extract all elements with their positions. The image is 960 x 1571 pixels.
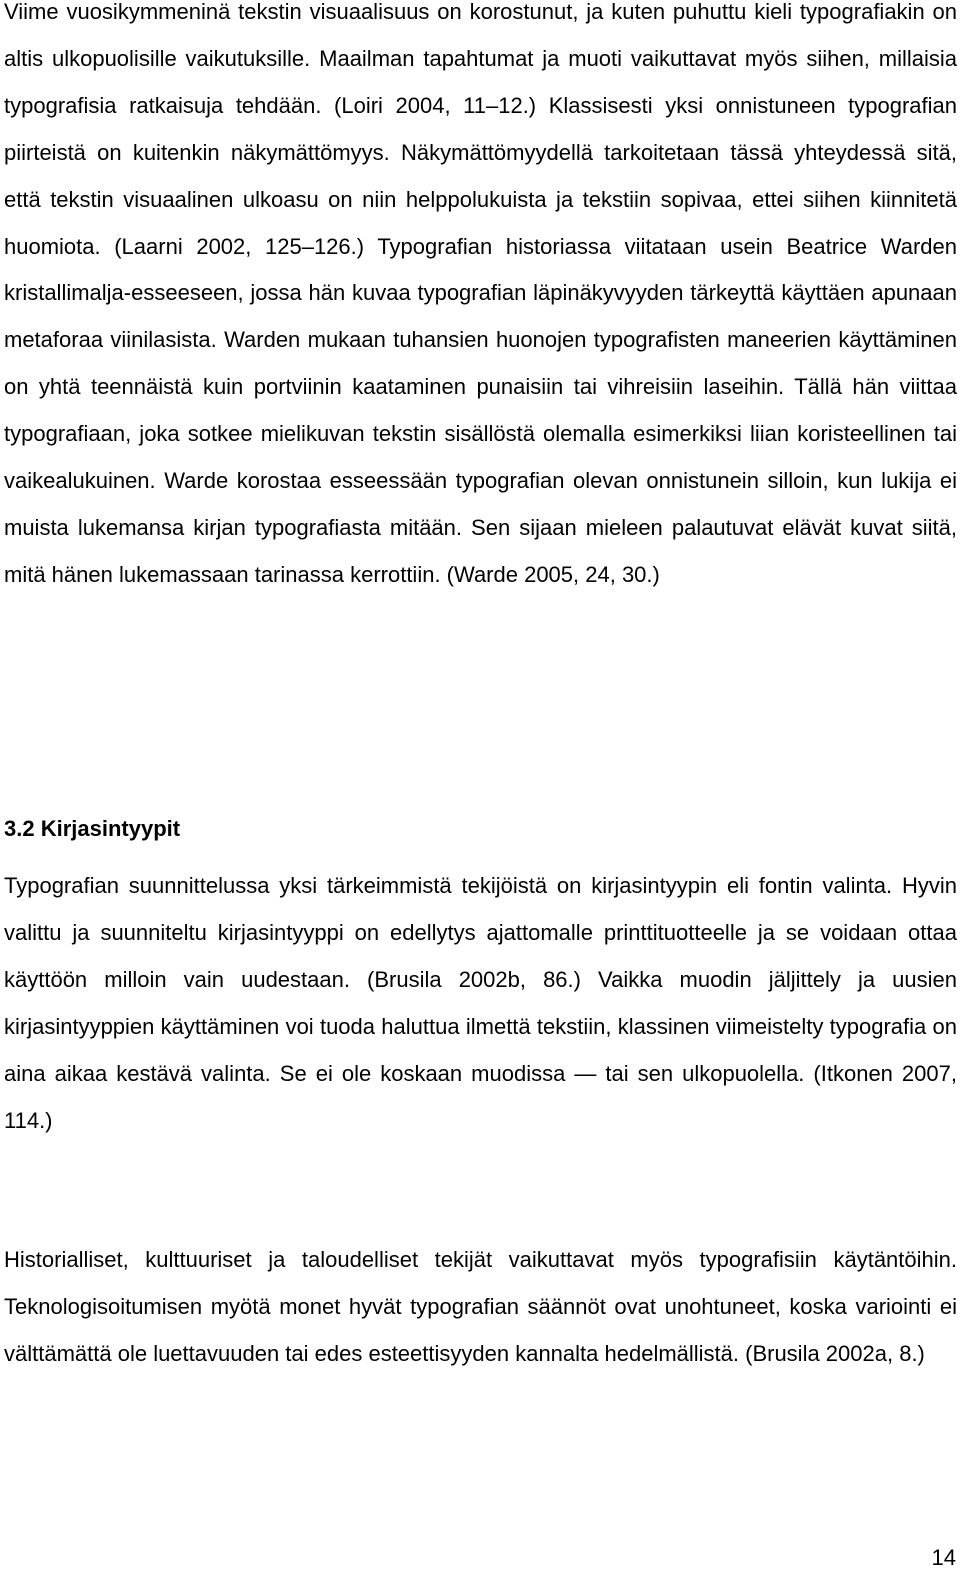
page-number: 14	[931, 1545, 956, 1570]
body-paragraph-1: Viime vuosikymmeninä tekstin visuaalisuus on korostunut, ja kuten puhuttu kieli typografiakin on altis ulkopuolisille vaikutuksille. Maailman tapahtumat ja muoti vaikuttavat myös siihen, millaisia typografisia ratkaisuja tehdään. (Loiri 2004, 11–12.) Klassisesti yksi onnistuneen typografian piirteistä on kuitenkin näkymättömyys. Näkymättömyydellä tarkoitetaan tässä yhteydessä sitä, että tekstin visuaalinen ulkoasu on niin helppolukuista ja tekstiin sopivaa, ettei siihen kiinnitetä huomiota. (Laarni 2002, 125–126.) Typografian historiassa viitataan usein Beatrice Warden kristallimalja-esseeseen, jossa hän kuvaa typografian läpinäkyvyyden tärkeyttä käyttäen apunaan metaforaa viinilasista. Warden mukaan tuhansien huonojen typografisten maneerien käyttäminen on yhtä teennäistä kuin portviinin kaataminen punaisiin tai vihreisiin laseihin. Tällä hän viittaa typografiaan, joka sotkee mielikuvan tekstin sisällöstä olemalla esimerkiksi liian koristeellinen tai vaikealukuinen. Warde korostaa esseessään typografian olevan onnistunein silloin, kun lukija ei muista lukemansa kirjan typografiasta mitään. Sen sijaan mieleen palautuvat elävät kuvat siitä, mitä hänen lukemassaan tarinassa kerrottiin. (Warde 2005, 24, 30.)	[4, 0, 957, 587]
section-heading: 3.2 Kirjasintyypit	[4, 816, 181, 841]
body-paragraph-3: Historialliset, kulttuuriset ja taloudelliset tekijät vaikuttavat myös typografisiin käytäntöihin. Teknologisoitumisen myötä monet hyvät typografian säännöt ovat unohtuneet, koska variointi ei välttämättä ole luettavuuden tai edes esteettisyyden kannalta hedelmällistä. (Brusila 2002a, 8.)	[4, 1247, 957, 1366]
body-paragraph-2: Typografian suunnittelussa yksi tärkeimmistä tekijöistä on kirjasintyypin eli fontin valinta. Hyvin valittu ja suunniteltu kirjasintyyppi on edellytys ajattomalle printtituotteelle ja se voidaan ottaa käyttöön milloin vain uudestaan. (Brusila 2002b, 86.) Vaikka muodin jäljittely ja uusien kirjasintyyppien käyttäminen voi tuoda haluttua ilmettä tekstiin, klassinen viimeistelty typografia on aina aikaa kestävä valinta. Se ei ole koskaan muodissa — tai sen ulkopuolella. (Itkonen 2007, 114.)	[4, 873, 957, 1133]
